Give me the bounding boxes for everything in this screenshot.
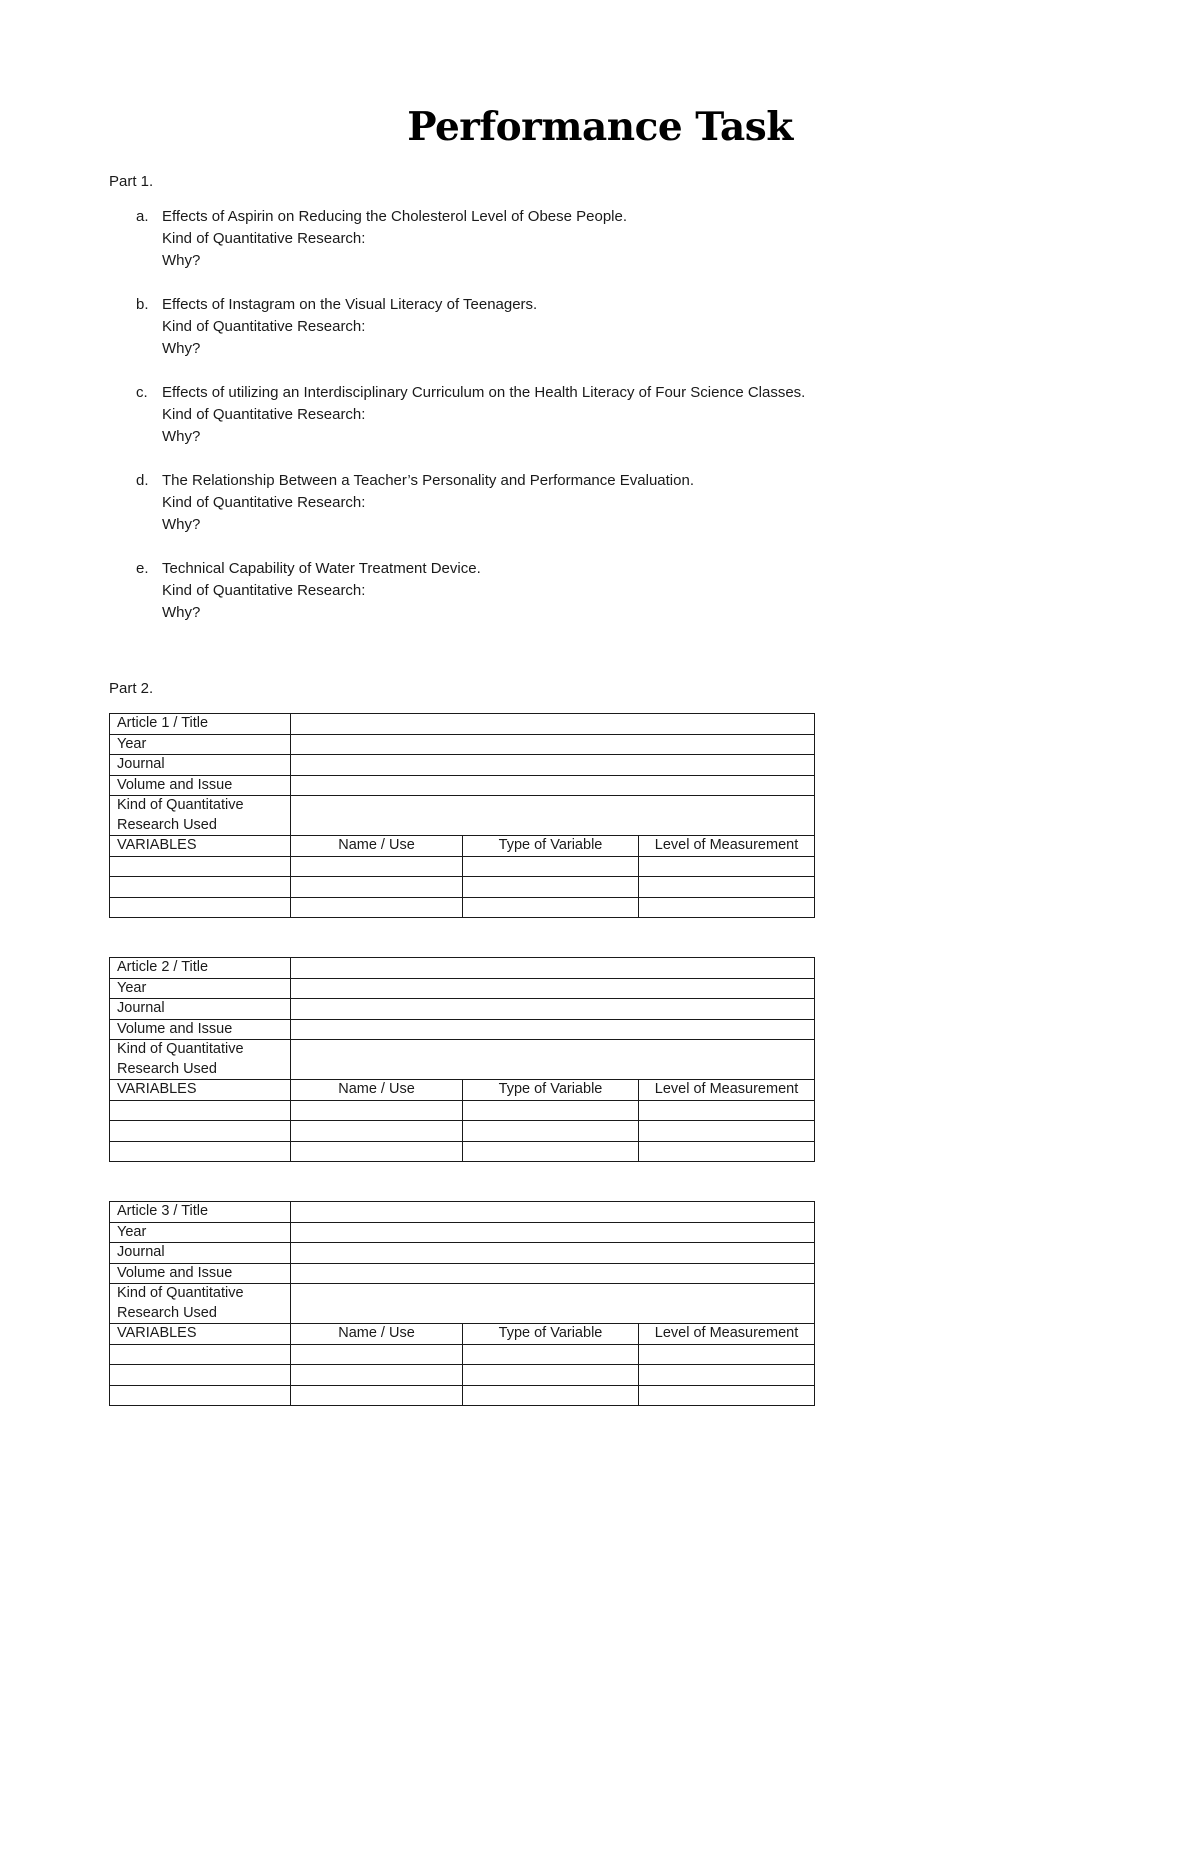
volume-issue-label: Volume and Issue <box>110 1019 291 1040</box>
variable-row <box>110 1365 815 1386</box>
article-2-table <box>109 957 815 1162</box>
name-use-header: Name / Use <box>291 1324 463 1345</box>
variable-cell[interactable] <box>110 1121 291 1142</box>
variable-row <box>110 1344 815 1365</box>
variable-row <box>110 1121 815 1142</box>
type-cell[interactable] <box>463 1121 639 1142</box>
question-topic: Effects of utilizing an Interdisciplinary Curriculum on the Health Literacy of Four Science Classes. <box>162 384 806 401</box>
question-topic: The Relationship Between a Teacher’s Personality and Performance Evaluation. <box>162 472 694 489</box>
journal-field[interactable] <box>291 755 815 776</box>
journal-label: Journal <box>110 755 291 776</box>
name-use-cell[interactable] <box>291 1385 463 1406</box>
question-why-prompt: Why? <box>162 252 201 269</box>
journal-label: Journal <box>110 999 291 1020</box>
question-kind-prompt: Kind of Quantitative Research: <box>162 582 366 599</box>
level-cell[interactable] <box>639 1141 815 1162</box>
research-kind-label: Kind of Quantitative Research Used <box>110 1284 291 1324</box>
research-kind-label: Kind of Quantitative Research Used <box>110 796 291 836</box>
question-topic: Effects of Aspirin on Reducing the Cholesterol Level of Obese People. <box>162 208 628 225</box>
level-of-measurement-header: Level of Measurement <box>639 1324 815 1345</box>
variable-cell[interactable] <box>110 1100 291 1121</box>
article-title-field[interactable] <box>291 714 815 735</box>
level-cell[interactable] <box>639 1385 815 1406</box>
type-cell[interactable] <box>463 877 639 898</box>
name-use-cell[interactable] <box>291 1121 463 1142</box>
article-title-label: Article 1 / Title <box>110 714 291 735</box>
type-cell[interactable] <box>463 1385 639 1406</box>
variable-row <box>110 1100 815 1121</box>
variables-label: VARIABLES <box>110 1324 291 1345</box>
research-kind-field[interactable] <box>291 796 815 836</box>
type-cell[interactable] <box>463 1365 639 1386</box>
question-letter: e. <box>136 560 149 577</box>
journal-field[interactable] <box>291 1243 815 1264</box>
name-use-cell[interactable] <box>291 1141 463 1162</box>
level-of-measurement-header: Level of Measurement <box>639 836 815 857</box>
name-use-cell[interactable] <box>291 1365 463 1386</box>
question-topic: Effects of Instagram on the Visual Literacy of Teenagers. <box>162 296 538 313</box>
variables-label: VARIABLES <box>110 836 291 857</box>
name-use-cell[interactable] <box>291 856 463 877</box>
level-cell[interactable] <box>639 897 815 918</box>
question-why-prompt: Why? <box>162 516 201 533</box>
type-cell[interactable] <box>463 856 639 877</box>
variable-cell[interactable] <box>110 1141 291 1162</box>
question-kind-prompt: Kind of Quantitative Research: <box>162 318 366 335</box>
journal-field[interactable] <box>291 999 815 1020</box>
name-use-cell[interactable] <box>291 897 463 918</box>
type-of-variable-header: Type of Variable <box>463 1324 639 1345</box>
question-why-prompt: Why? <box>162 340 201 357</box>
year-label: Year <box>110 978 291 999</box>
question-kind-prompt: Kind of Quantitative Research: <box>162 494 366 511</box>
level-of-measurement-header: Level of Measurement <box>639 1080 815 1101</box>
research-kind-field[interactable] <box>291 1040 815 1080</box>
type-of-variable-header: Type of Variable <box>463 1080 639 1101</box>
question-why-prompt: Why? <box>162 604 201 621</box>
article-1-table <box>109 713 815 918</box>
research-kind-field[interactable] <box>291 1284 815 1324</box>
variable-cell[interactable] <box>110 897 291 918</box>
name-use-cell[interactable] <box>291 877 463 898</box>
question-kind-prompt: Kind of Quantitative Research: <box>162 230 366 247</box>
question-why-prompt: Why? <box>162 428 201 445</box>
level-cell[interactable] <box>639 1344 815 1365</box>
variable-row <box>110 856 815 877</box>
question-letter: b. <box>136 296 149 313</box>
name-use-header: Name / Use <box>291 1080 463 1101</box>
variable-row <box>110 897 815 918</box>
year-field[interactable] <box>291 978 815 999</box>
type-cell[interactable] <box>463 1100 639 1121</box>
name-use-header: Name / Use <box>291 836 463 857</box>
question-kind-prompt: Kind of Quantitative Research: <box>162 406 366 423</box>
part1-label: Part 1. <box>109 173 154 190</box>
research-kind-label: Kind of Quantitative Research Used <box>110 1040 291 1080</box>
page-title: Performance Task <box>407 104 793 150</box>
variable-cell[interactable] <box>110 877 291 898</box>
level-cell[interactable] <box>639 1100 815 1121</box>
type-cell[interactable] <box>463 1344 639 1365</box>
question-letter: c. <box>136 384 148 401</box>
volume-issue-label: Volume and Issue <box>110 775 291 796</box>
article-3-table <box>109 1201 815 1406</box>
year-field[interactable] <box>291 1222 815 1243</box>
part2-label: Part 2. <box>109 680 154 697</box>
name-use-cell[interactable] <box>291 1100 463 1121</box>
article-title-field[interactable] <box>291 1202 815 1223</box>
volume-issue-label: Volume and Issue <box>110 1263 291 1284</box>
name-use-cell[interactable] <box>291 1344 463 1365</box>
type-cell[interactable] <box>463 1141 639 1162</box>
level-cell[interactable] <box>639 856 815 877</box>
year-field[interactable] <box>291 734 815 755</box>
variables-label: VARIABLES <box>110 1080 291 1101</box>
variable-row <box>110 1141 815 1162</box>
volume-issue-field[interactable] <box>291 1263 815 1284</box>
level-cell[interactable] <box>639 877 815 898</box>
variable-row <box>110 1385 815 1406</box>
volume-issue-field[interactable] <box>291 1019 815 1040</box>
question-topic: Technical Capability of Water Treatment Device. <box>162 560 481 577</box>
article-title-label: Article 3 / Title <box>110 1202 291 1223</box>
variable-row <box>110 877 815 898</box>
year-label: Year <box>110 734 291 755</box>
variable-cell[interactable] <box>110 1385 291 1406</box>
question-letter: d. <box>136 472 149 489</box>
journal-label: Journal <box>110 1243 291 1264</box>
type-cell[interactable] <box>463 897 639 918</box>
level-cell[interactable] <box>639 1365 815 1386</box>
article-title-field[interactable] <box>291 958 815 979</box>
level-cell[interactable] <box>639 1121 815 1142</box>
article-title-label: Article 2 / Title <box>110 958 291 979</box>
variable-cell[interactable] <box>110 856 291 877</box>
year-label: Year <box>110 1222 291 1243</box>
volume-issue-field[interactable] <box>291 775 815 796</box>
question-letter: a. <box>136 208 149 225</box>
variable-cell[interactable] <box>110 1365 291 1386</box>
type-of-variable-header: Type of Variable <box>463 836 639 857</box>
variable-cell[interactable] <box>110 1344 291 1365</box>
